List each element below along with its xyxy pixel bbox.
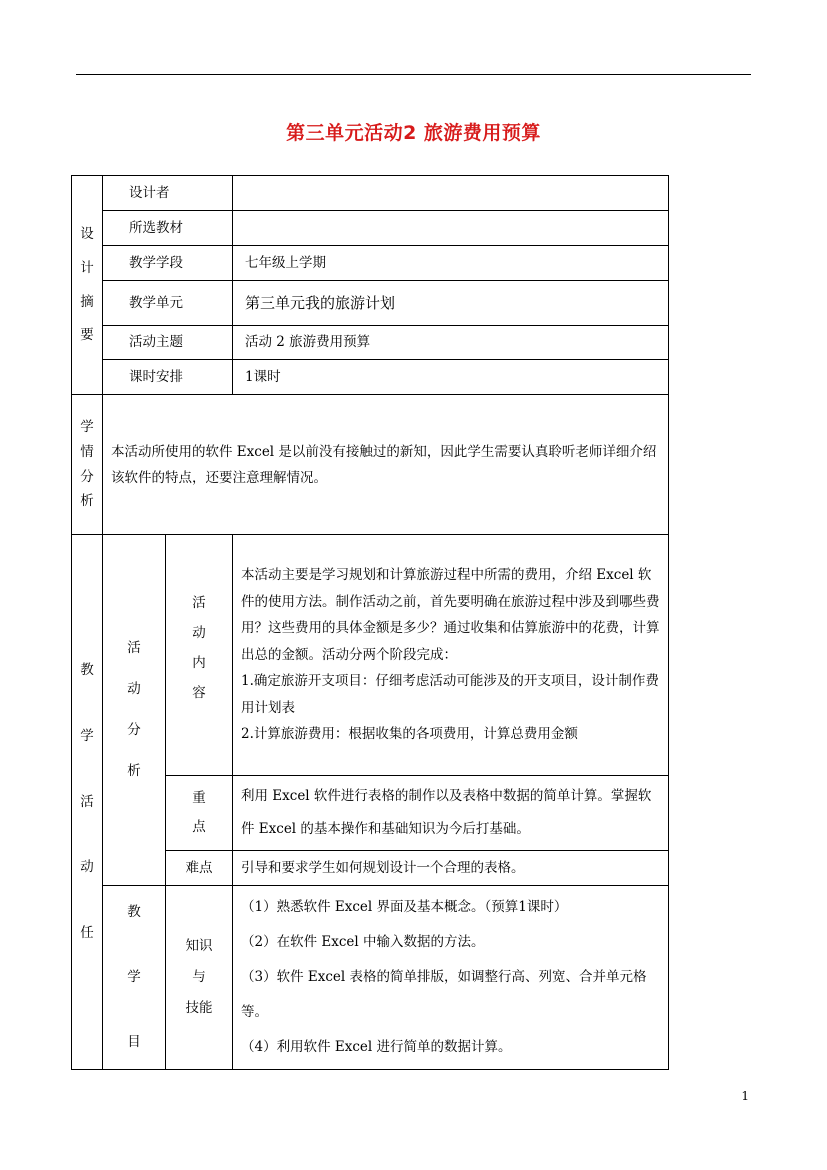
skill-item: （3）软件 Excel 表格的简单排版，如调整行高、列宽、合并单元格等。 [241,969,647,1020]
activity-analysis-label: 活 动 分 析 [103,535,166,886]
summary-value: 第三单元我的旅游计划 [233,281,669,326]
summary-value [233,176,669,211]
summary-row [72,360,669,395]
summary-row [72,246,669,281]
summary-value: 活动 2 旅游费用预算 [233,326,669,360]
activity-content-row [72,535,669,776]
summary-group-label: 设 计 摘 要 [72,176,103,395]
key-point-text: 利用 Excel 软件进行表格的制作以及表格中数据的简单计算。掌握软件 Excel 的基本操作和基础知识为今后打基础。 [233,776,669,851]
teaching-goal-row [72,886,669,1070]
skill-item: （4）利用软件 Excel 进行简单的数据计算。 [241,1039,512,1055]
analysis-label: 学 情 分 析 [72,395,103,535]
knowledge-skill-list [233,886,669,1070]
skill-item: （2）在软件 Excel 中输入数据的方法。 [241,934,485,950]
header-rule [76,74,751,75]
summary-label: 活动主题 [103,326,233,360]
summary-row [72,176,669,211]
skill-item: （1）熟悉软件 Excel 界面及基本概念。（预算1课时） [241,899,568,915]
document-title: 第三单元活动2 旅游费用预算 [286,122,541,144]
teaching-goal-label: 教 学 目 [103,886,166,1070]
analysis-row [72,395,669,535]
analysis-text: 本活动所使用的软件 Excel 是以前没有接触过的新知，因此学生需要认真聆听老师详细介绍该软件的特点，还要注意理解情况。 [103,395,669,535]
summary-value: 1课时 [233,360,669,395]
summary-label: 课时安排 [103,360,233,395]
difficulty-label: 难点 [166,851,233,886]
page-number: 1 [741,1089,749,1103]
key-point-label: 重 点 [166,776,233,851]
knowledge-skill-label: 知识 与 技能 [166,886,233,1070]
summary-row [72,281,669,326]
content-paragraph: 本活动主要是学习规划和计算旅游过程中所需的费用，介绍 Excel 软件的使用方法。制作活动之前，首先要明确在旅游过程中涉及到哪些费用？这些费用的具体金额是多少？通过收集和估算旅游中的花费，计算出总的金额。活动分两个阶段完成： [241,567,660,663]
summary-label: 教学学段 [103,246,233,281]
teaching-outer-label: 教 学 活 动 任 [72,535,103,1070]
summary-label: 所选教材 [103,211,233,246]
difficulty-text: 引导和要求学生如何规划设计一个合理的表格。 [233,851,669,886]
summary-label: 设计者 [103,176,233,211]
content-step: 1.确定旅游开支项目：仔细考虑活动可能涉及的开支项目，设计制作费用计划表 [241,673,659,716]
summary-value: 七年级上学期 [233,246,669,281]
lesson-plan-table [71,175,669,1070]
summary-row [72,326,669,360]
summary-value [233,211,669,246]
summary-label: 教学单元 [103,281,233,326]
content-step: 2.计算旅游费用：根据收集的各项费用，计算总费用金额 [241,726,578,743]
summary-row [72,211,669,246]
activity-content-text [233,535,669,776]
activity-content-label: 活 动 内 容 [166,535,233,776]
